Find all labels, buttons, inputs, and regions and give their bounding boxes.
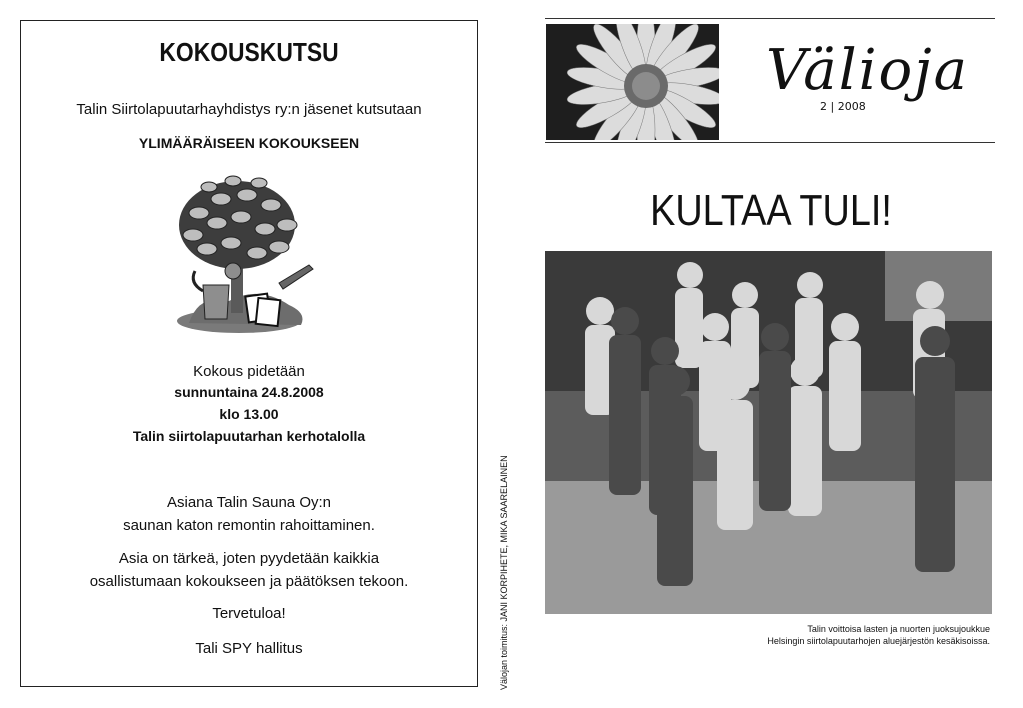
- editor-credits-text: Välojan toimitus: JANI KORPIHETE, MIKA SAARELAINEN: [499, 455, 509, 690]
- meeting-place: Talin siirtolapuutarhan kerhotalolla: [132, 428, 366, 444]
- meeting-type: YLIMÄÄRÄISEEN KOKOUKSEEN: [138, 135, 360, 151]
- meeting-time: klo 13.00: [219, 406, 279, 422]
- welcome-text: Tervetuloa!: [212, 605, 286, 622]
- meeting-invitation-box: [20, 20, 478, 687]
- headline: KULTAA TULI!: [650, 186, 892, 235]
- masthead-title: Välioja: [766, 38, 969, 103]
- issue-number: 2 | 2008: [820, 100, 866, 113]
- caption-line-2: Helsingin siirtolapuutarhojen aluejärjestön kesäkisoissa.: [767, 636, 990, 646]
- held-label: Kokous pidetään: [193, 363, 305, 380]
- masthead-rule: [545, 142, 995, 143]
- top-rule: [545, 18, 995, 19]
- note-line-1: Asia on tärkeä, joten pyydetään kaikkia: [118, 550, 380, 567]
- team-photo: [545, 251, 992, 614]
- tree-with-watering-can-icon: [169, 173, 319, 333]
- subject-line-1: Asiana Talin Sauna Oy:n: [167, 494, 331, 511]
- caption-line-1: Talin voittoisa lasten ja nuorten juoksujoukkue: [807, 624, 990, 634]
- flower-photo: [546, 24, 719, 140]
- editor-credits: [496, 455, 512, 690]
- note-line-2: osallistumaan kokoukseen ja päätöksen tekoon.: [89, 573, 409, 590]
- subject-line-2: saunan katon remontin rahoittaminen.: [123, 517, 375, 534]
- signature: Tali SPY hallitus: [195, 640, 303, 657]
- invitation-title: KOKOUSKUTSU: [159, 37, 339, 67]
- invitation-intro: Talin Siirtolapuutarhayhdistys ry:n jäsenet kutsutaan: [76, 101, 422, 118]
- meeting-date: sunnuntaina 24.8.2008: [174, 384, 324, 400]
